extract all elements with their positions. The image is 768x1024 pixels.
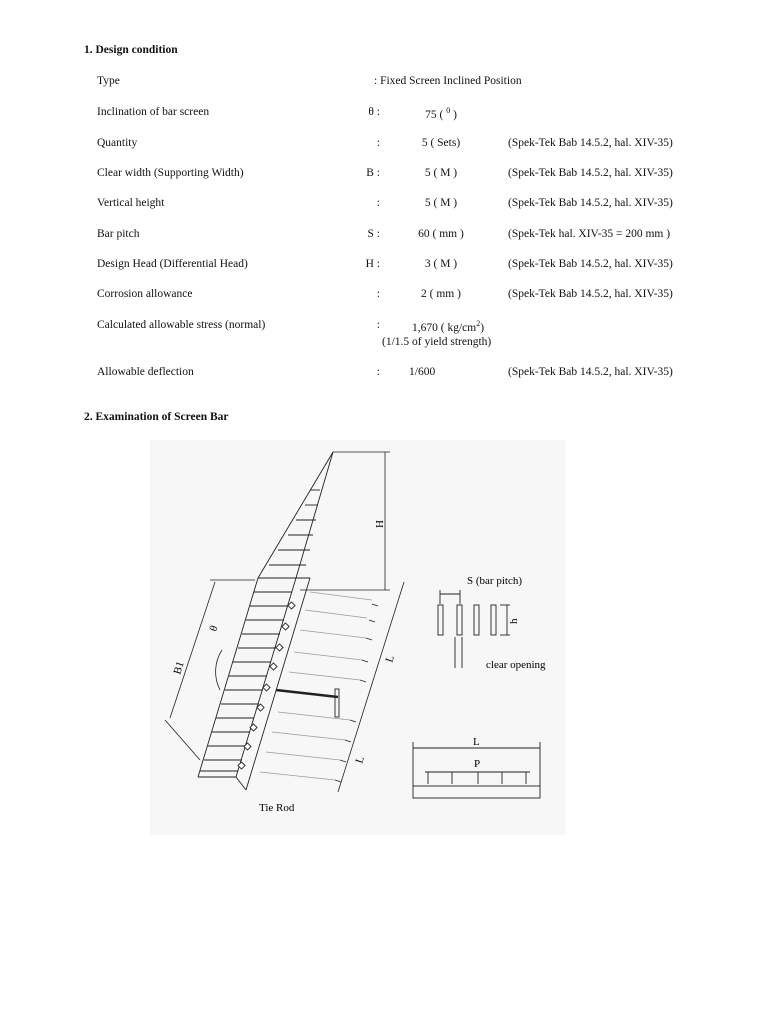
param-row [0,106,768,122]
type-row [0,75,768,91]
param-reference: (Spek-Tek Bab 14.5.2, hal. XIV-35) [508,197,673,209]
param-row [0,228,768,244]
deflection-reference: (Spek-Tek Bab 14.5.2, hal. XIV-35) [508,366,673,378]
screen-bar-diagram [150,440,565,835]
deflection-row [0,366,768,382]
param-label: Quantity [97,137,138,149]
param-row [0,288,768,304]
param-value: 75 ( $^0$ ) [425,106,457,121]
param-value: 5 ( Sets) [421,137,461,149]
param-value: 3 ( M ) [424,258,458,270]
label-L-lower: L [353,754,367,765]
screen-bar-diagram-svg [150,440,565,835]
label-h: h [508,618,520,624]
param-value: 60 ( mm ) [418,228,464,240]
param-label: Vertical height [97,197,165,209]
param-label: Design Head (Differential Head) [97,258,248,270]
param-value: 2 ( mm ) [421,288,461,300]
label-P: P [474,758,481,770]
param-row [0,137,768,153]
param-symbol: S : [367,228,380,240]
stress-row [0,319,768,335]
param-symbol: : [376,137,380,149]
param-symbol: θ : [368,106,380,118]
param-row [0,197,768,213]
param-value: 5 ( M ) [424,197,458,209]
param-row [0,167,768,183]
param-reference: (Spek-Tek Bab 14.5.2, hal. XIV-35) [508,167,673,179]
param-reference: (Spek-Tek Bab 14.5.2, hal. XIV-35) [508,288,673,300]
param-label: Clear width (Supporting Width) [97,167,244,179]
param-value: 5 ( M ) [424,167,458,179]
label-theta: θ [207,623,221,634]
param-symbol: : [376,288,380,300]
param-reference: (Spek-Tek hal. XIV-35 = 200 mm ) [508,228,671,240]
param-symbol: H : [365,258,380,270]
label-L-upper: L [383,653,397,664]
stress-label: Calculated allowable stress (normal) [97,319,266,331]
label-tie-rod: Tie Rod [259,802,295,814]
param-label: Bar pitch [97,228,140,240]
type-value: : Fixed Screen Inclined Position [374,75,522,87]
figure-background [150,440,565,835]
stress-value: 1,670 ( $kg/cm^2$) [412,319,485,334]
deflection-value: 1/600 [409,366,436,378]
label-beam-L: L [473,736,480,748]
section-1-heading: 1. Design condition [84,44,178,56]
param-row [0,258,768,274]
stress-note: (1/1.5 of yield strength) [382,336,492,348]
param-label: Corrosion allowance [97,288,193,300]
section-2-heading: 2. Examination of Screen Bar [84,411,229,423]
param-label: Inclination of bar screen [97,106,210,118]
label-clear-opening: clear opening [486,659,546,671]
label-bar-pitch: S (bar pitch) [467,575,522,587]
label-B1: B1 [171,660,187,676]
stress-symbol: : [376,319,380,331]
param-symbol: : [376,197,380,209]
deflection-label: Allowable deflection [97,366,194,378]
param-symbol: B : [366,167,380,179]
param-reference: (Spek-Tek Bab 14.5.2, hal. XIV-35) [508,137,673,149]
deflection-symbol: : [376,366,380,378]
param-reference: (Spek-Tek Bab 14.5.2, hal. XIV-35) [508,258,673,270]
type-label: Type [97,75,120,87]
label-H: H [374,520,386,528]
